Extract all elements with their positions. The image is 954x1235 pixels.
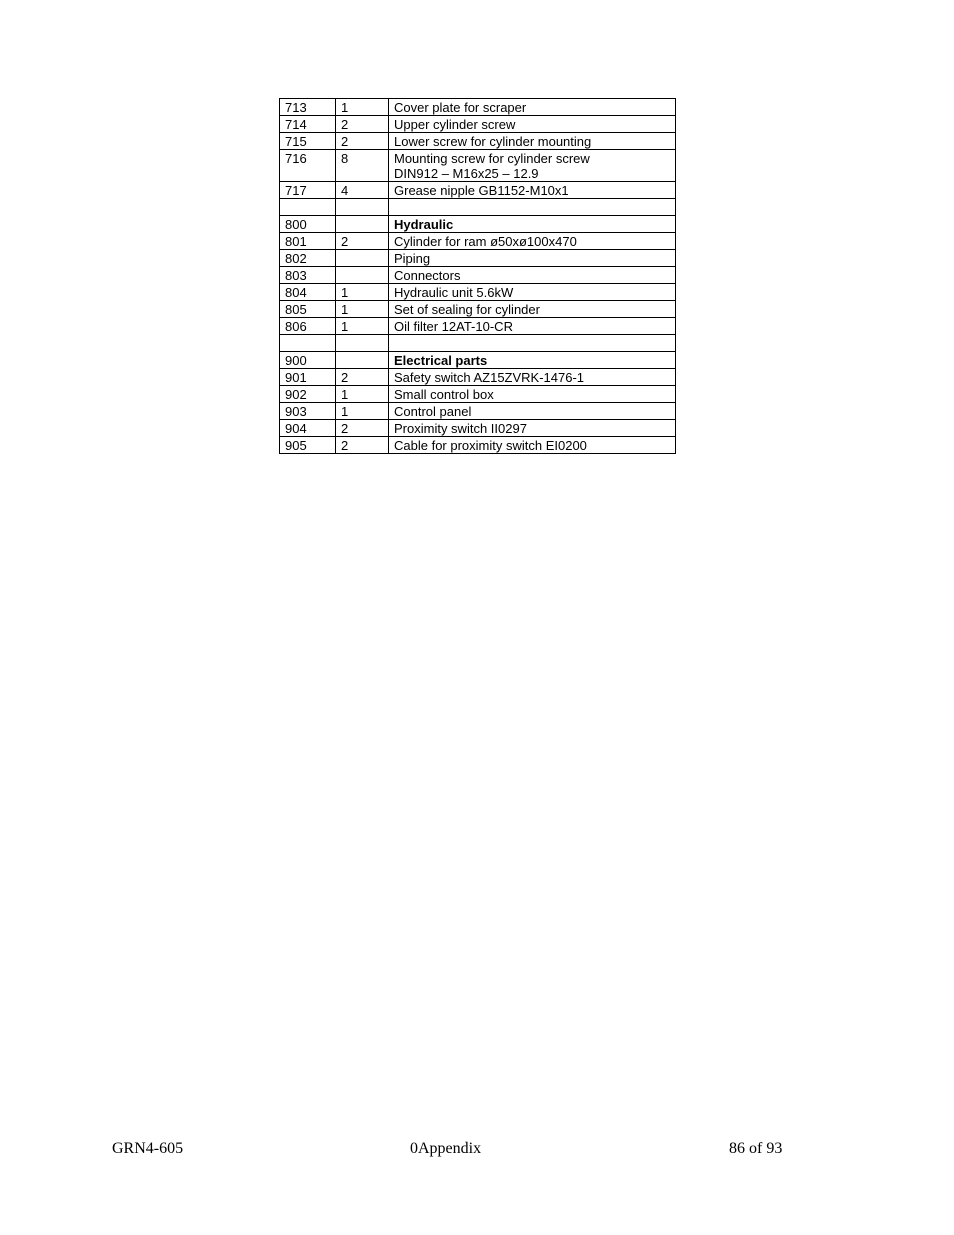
quantity-cell: 1 [336,301,389,318]
quantity-cell: 1 [336,403,389,420]
description-cell [389,352,676,369]
part-number-cell: 713 [280,99,336,116]
table-row [280,99,676,116]
quantity-cell: 1 [336,318,389,335]
description-cell [389,318,676,335]
part-number-cell: 714 [280,116,336,133]
description-cell [389,403,676,420]
description-cell [389,267,676,284]
part-number-cell: 902 [280,386,336,403]
table-row [280,199,676,216]
table-row [280,301,676,318]
quantity-cell: 8 [336,150,389,182]
description-text: Control panel [394,404,472,419]
quantity-cell: 2 [336,369,389,386]
table-row [280,386,676,403]
quantity-cell [336,335,389,352]
description-text: Connectors [394,268,461,283]
parts-list-body [280,99,676,454]
description-cell [389,250,676,267]
quantity-cell: 4 [336,182,389,199]
part-number-cell: 803 [280,267,336,284]
part-number-cell: 716 [280,150,336,182]
description-cell [389,216,676,233]
table-row [280,437,676,454]
description-cell [389,116,676,133]
part-number-cell: 717 [280,182,336,199]
description-text: Mounting screw for cylinder screw [394,151,590,166]
description-cell [389,335,676,352]
description-text: Proximity switch II0297 [394,421,527,436]
footer-section-title: 0Appendix [410,1140,482,1157]
table-row [280,403,676,420]
quantity-cell: 1 [336,386,389,403]
description-cell [389,233,676,250]
footer-document-id: GRN4-605 [112,1140,184,1157]
table-row [280,133,676,150]
quantity-cell: 2 [336,437,389,454]
description-cell [389,369,676,386]
table-row [280,284,676,301]
part-number-cell [280,199,336,216]
quantity-cell: 1 [336,284,389,301]
table-row [280,267,676,284]
description-cell [389,437,676,454]
description-text: Cable for proximity switch EI0200 [394,438,587,453]
part-number-cell: 802 [280,250,336,267]
part-number-cell: 901 [280,369,336,386]
description-cell [389,150,676,182]
table-row [280,216,676,233]
part-number-cell: 905 [280,437,336,454]
description-text: Grease nipple GB1152-M10x1 [394,183,569,198]
table-row [280,352,676,369]
description-text: Cover plate for scraper [394,100,527,115]
description-text: Cylinder for ram ø50xø100x470 [394,234,577,249]
description-text: Hydraulic [394,217,454,232]
part-number-cell: 805 [280,301,336,318]
quantity-cell: 2 [336,233,389,250]
part-number-cell: 715 [280,133,336,150]
table-row [280,116,676,133]
quantity-cell: 2 [336,116,389,133]
description-cell [389,301,676,318]
description-cell [389,99,676,116]
description-cell [389,284,676,301]
quantity-cell [336,199,389,216]
table-row [280,250,676,267]
description-cell [389,386,676,403]
part-number-cell: 900 [280,352,336,369]
description-text: Safety switch AZ15ZVRK-1476-1 [394,370,585,385]
quantity-cell [336,250,389,267]
description-text-line2: DIN912 – M16x25 – 12.9 [394,166,539,181]
quantity-cell: 1 [336,99,389,116]
description-cell [389,420,676,437]
part-number-cell: 800 [280,216,336,233]
description-text: Oil filter 12AT-10-CR [394,319,513,334]
part-number-cell: 801 [280,233,336,250]
table-row [280,369,676,386]
quantity-cell: 2 [336,420,389,437]
table-row [280,233,676,250]
description-cell [389,199,676,216]
part-number-cell: 904 [280,420,336,437]
description-cell [389,182,676,199]
part-number-cell: 903 [280,403,336,420]
description-text: Set of sealing for cylinder [394,302,540,317]
footer-page-number: 86 of 93 [729,1140,783,1157]
table-row [280,150,676,182]
description-text: Electrical parts [394,353,488,368]
description-text: Upper cylinder screw [394,117,516,132]
part-number-cell [280,335,336,352]
table-row [280,420,676,437]
description-text: Hydraulic unit 5.6kW [394,285,514,300]
quantity-cell [336,352,389,369]
quantity-cell: 2 [336,133,389,150]
description-text: Lower screw for cylinder mounting [394,134,592,149]
table-row [280,318,676,335]
quantity-cell [336,267,389,284]
parts-list-table [279,98,676,454]
part-number-cell: 804 [280,284,336,301]
description-cell [389,133,676,150]
table-row [280,182,676,199]
quantity-cell [336,216,389,233]
description-text: Small control box [394,387,494,402]
description-text: Piping [394,251,431,266]
part-number-cell: 806 [280,318,336,335]
table-row [280,335,676,352]
